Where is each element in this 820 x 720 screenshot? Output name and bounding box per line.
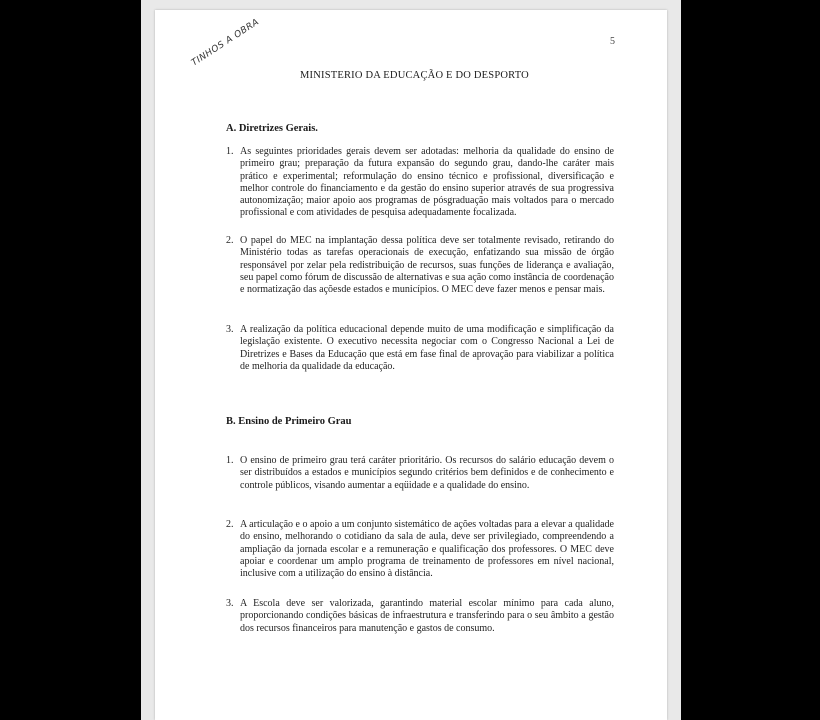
item-text: A Escola deve ser valorizada, garantindo material escolar mínimo para cada aluno, proporcionando condições básicas de infraestrutura e transferindo para o seu âmbito a gestão dos recursos financeiros para manutenção e gastos de consumo. xyxy=(240,598,614,634)
item-number: 1. xyxy=(226,146,234,157)
item-number: 1. xyxy=(226,455,234,466)
item-text: As seguintes prioridades gerais devem ser adotadas: melhoria da qualidade do ensino de primeiro grau; preparação da futura expansão do segundo grau, dando-lhe caráter mais prático e experimental; reformulação do ensino técnico e profissional, diversificação e melhor controle do financiamento e da gestão do ensino superior através de sua progressiva autonomização; maior apoio aos programas de pósgraduação mais voltados para o mercado profissional e com atividades de pesquisa adequadamente focalizada. xyxy=(240,146,614,219)
list-item xyxy=(226,146,614,220)
item-text: O ensino de primeiro grau terá caráter prioritário. Os recursos do salário educação devem o ser distribuídos a estados e municípios segundo critérios bem definidos e de conhecimento e controle públicos, visando aumentar a eqüidade e a qualidade do ensino. xyxy=(240,455,614,491)
list-item xyxy=(226,324,614,373)
handwritten-note: TINHOS A OBRA xyxy=(190,17,262,69)
item-text: A realização da política educacional depende muito de uma modificação e simplificação da legislação existente. O executivo necessita negociar com o Congresso Nacional a Lei de Diretrizes e Bases da Educação que está em fase final de aprovação para viabilizar a política de melhoria da qualidade da educação. xyxy=(240,324,614,372)
list-item xyxy=(226,455,614,492)
document-title: MINISTERIO DA EDUCAÇÃO E DO DESPORTO xyxy=(300,70,529,81)
item-text: O papel do MEC na implantação dessa política deve ser totalmente revisado, retirando do Ministério todas as tarefas operacionais de execução, enfatizando sua missão de órgão responsável por zelar pela redistribuição de recursos, suas funções de liderança e avaliação, seu papel como fórum de discussão de alternativas e sua ação como instância de coordenação e normatização das açõesde estados e municípios. O MEC deve fazer menos e pensar mais. xyxy=(240,235,614,296)
page-number: 5 xyxy=(610,36,615,47)
section-heading-a: A. Diretrizes Gerais. xyxy=(226,123,318,134)
list-item xyxy=(226,598,614,635)
item-text: A articulação e o apoio a um conjunto sistemático de ações voltadas para a elevar a qualidade do ensino, melhorando o cotidiano da sala de aula, deve ser privilegiado, compreendendo a ampliação da jornada escolar e a remuneração e qualificação dos professores. O MEC deve apoiar e coordenar um amplo programa de treinamento de professores em nível nacional, inclusive com a utilização do ensino à distância. xyxy=(240,519,614,580)
list-item xyxy=(226,519,614,580)
item-number: 2. xyxy=(226,235,234,246)
list-item xyxy=(226,235,614,296)
item-number: 3. xyxy=(226,598,234,609)
section-heading-b: B. Ensino de Primeiro Grau xyxy=(226,416,352,427)
item-number: 2. xyxy=(226,519,234,530)
item-number: 3. xyxy=(226,324,234,335)
